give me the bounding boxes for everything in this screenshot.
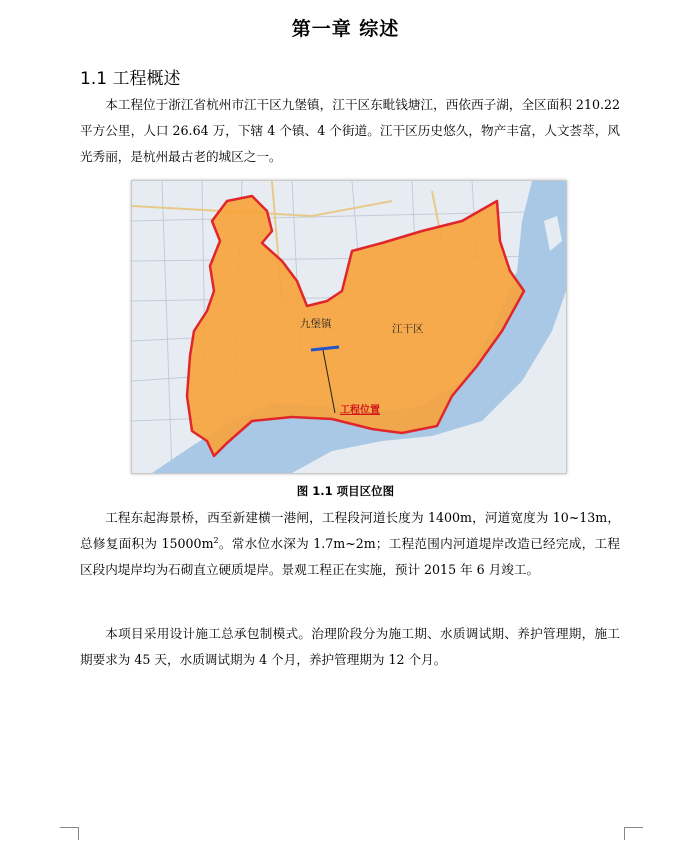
chapter-title: 第一章 综述 [291,18,400,40]
map-label-jianggan: 江干区 [392,323,424,335]
map-label-jiubao: 九堡镇 [300,318,332,330]
page-corner-mark-right [624,827,643,840]
map-label-project-location: 工程位置 [340,405,380,416]
page-corner-mark-left [60,827,79,840]
scope-text-part1: 工程东起海景桥，西至新建横一港闸，工程段河道长度为 1400m，河道宽度为 10~13m，总修复面积为 15000m [80,510,620,551]
scope-text-part2: 。常水位水深为 1.7m~2m；工程范围内河道堤岸改造已经完成，工程区段内堤岸均为石砌直立硬质堤岸。景观工程正在实施，预计 2015 年 6 月竣工。 [80,536,620,577]
contract-mode-paragraph: 本项目采用设计施工总承包制模式。治理阶段分为施工期、水质调试期、养护管理期，施工期要求为 45 天，水质调试期为 4 个月，养护管理期为 12 个月。 [80,626,620,667]
overview-paragraph: 本工程位于浙江省杭州市江干区九堡镇，江干区东毗钱塘江，西依西子湖，全区面积 210.22 平方公里，人口 26.64 万，下辖 4 个镇、4 个街道。江干区历史悠久，物产丰富，人文荟萃，风光秀丽，是杭州最古老的城区之一。 [80,97,620,164]
map-graphic [132,181,566,473]
section-title: 1.1 工程概述 [80,69,181,89]
figure-caption: 图 1.1 项目区位图 [296,484,395,498]
project-scope-paragraph [80,505,620,583]
unit-superscript: 2 [213,535,219,545]
location-map [131,180,567,474]
